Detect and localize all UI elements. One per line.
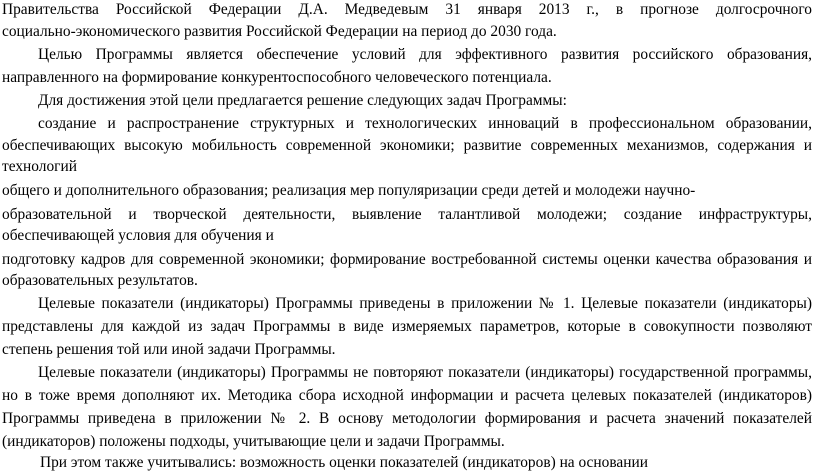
text-line: Программы приведена в приложении № 2. В основу методологии формирования и расчета значений показателей [2,410,812,427]
text-line: подготовку кадров для современной экономики; формирование востребованной системы оценки качества образования и [2,251,812,268]
text-line: обеспечивающих высокую мобильность современной экономики; развитие современных механизмов, содержания и [2,137,812,154]
text-line: Правительства Российской Федерации Д.А. Медведевым 31 января 2013 г., в прогнозе долгосрочного [2,1,812,18]
text-line: Для достижения этой цели предлагается решение следующих задач Программы: [38,92,567,109]
text-line: образовательных результатов. [2,272,198,289]
text-line: (индикаторов) положены подходы, учитывающие цели и задачи Программы. [2,433,505,450]
text-line: Целевые показатели (индикаторы) Программы приведены в приложении № 1. Целевые показатели (индикаторы) [38,295,812,312]
text-line: образовательной и творческой деятельности, выявление талантливой молодежи; создание инфраструктуры, [2,206,812,223]
text-line: создание и распространение структурных и технологических инноваций в профессиональном образовании, [38,115,812,132]
text-line: Целевые показатели (индикаторы) Программы не повторяют показатели (индикаторы) государственной программы, [38,364,812,381]
text-line: но в тоже время дополняют их. Методика сбора исходной информации и расчета целевых показателей (индикаторов) [2,387,812,404]
text-line: степень решения той или иной задачи Программы. [2,341,336,358]
text-line: общего и дополнительного образования; реализация мер популяризации среди детей и молодежи научно- [2,182,696,199]
text-line: социально-экономического развития Российской Федерации на период до 2030 года. [2,23,557,40]
text-line: направленного на формирование конкурентоспособного человеческого потенциала. [2,69,552,86]
text-line: обеспечивающей условия для обучения и [2,227,274,244]
text-line: представлены для каждой из задач Программы в виде измеряемых параметров, которые в совокупности позволяют [2,318,812,335]
text-line: При этом также учитывались: возможность оценки показателей (индикаторов) на основании [40,454,648,471]
text-line: технологий [2,158,77,175]
text-line: Целью Программы является обеспечение условий для эффективного развития российского образования, [38,46,812,63]
